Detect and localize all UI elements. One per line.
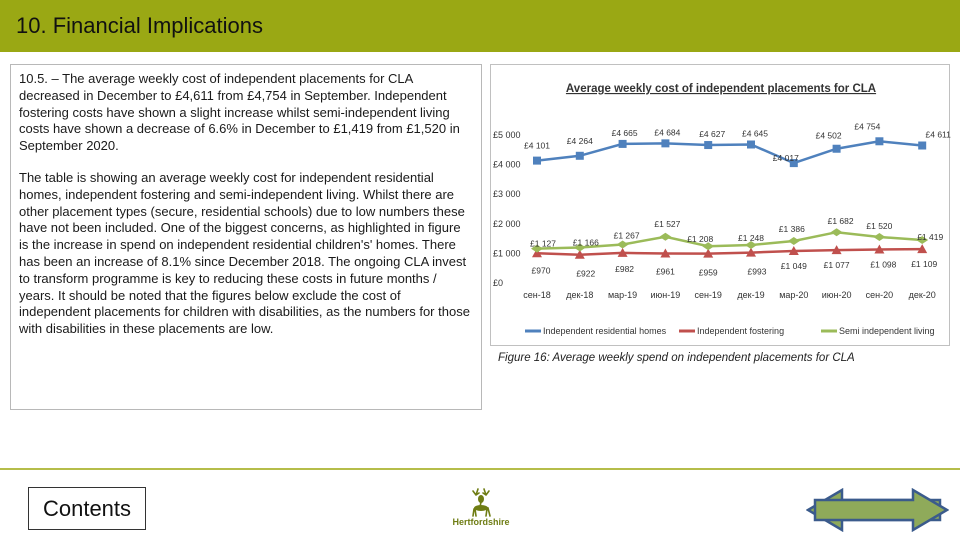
text-panel — [10, 64, 482, 410]
data-label: £959 — [698, 267, 718, 278]
x-tick-label: дек-20 — [908, 290, 936, 300]
data-point — [576, 152, 584, 160]
data-label: £4 665 — [611, 127, 638, 138]
data-point — [659, 233, 671, 241]
y-tick-label: £5 000 — [493, 130, 521, 140]
right-arrow-icon — [815, 490, 947, 530]
data-label: £4 017 — [772, 153, 799, 164]
data-point — [661, 139, 669, 147]
data-label: £4 502 — [815, 130, 842, 141]
x-tick-label: сен-19 — [694, 290, 722, 300]
logo-text: Hertfordshire — [452, 517, 510, 527]
x-tick-label: сен-18 — [523, 290, 551, 300]
data-label: £982 — [615, 263, 635, 274]
data-point — [788, 237, 800, 245]
data-label: £1 419 — [917, 231, 944, 242]
x-tick-label: дек-19 — [737, 290, 765, 300]
data-label: £1 682 — [827, 216, 854, 227]
data-point — [831, 228, 843, 236]
chart-panel — [490, 64, 950, 346]
hertfordshire-logo — [448, 485, 514, 531]
data-label: £4 684 — [654, 127, 681, 138]
x-tick-label: июн-20 — [821, 290, 852, 300]
data-point — [617, 240, 629, 248]
data-label: £970 — [531, 265, 551, 276]
data-point — [875, 137, 883, 145]
data-label: £4 754 — [854, 121, 881, 132]
data-point — [873, 233, 885, 241]
data-label: £1 208 — [687, 234, 714, 245]
y-tick-label: £2 000 — [493, 218, 521, 229]
contents-button[interactable]: Contents — [28, 487, 146, 530]
data-label: £961 — [655, 266, 675, 277]
data-point — [704, 141, 712, 149]
data-label: £4 611 — [925, 129, 951, 140]
figure-caption: Figure 16: Average weekly spend on independent placements for CLA — [498, 352, 855, 364]
data-label: £4 627 — [699, 129, 726, 140]
x-tick-label: дек-18 — [566, 290, 594, 300]
title-bar — [0, 0, 960, 52]
data-label: £993 — [747, 266, 767, 277]
x-tick-label: мар-19 — [607, 290, 638, 300]
data-label: £1 049 — [780, 260, 807, 271]
x-tick-label: мар-20 — [779, 290, 809, 300]
y-tick-label: £4 000 — [493, 159, 521, 170]
data-label: £1 127 — [530, 238, 556, 249]
legend-label: Independent residential homes — [543, 326, 667, 336]
footer-divider — [0, 468, 960, 470]
data-point — [918, 142, 926, 150]
page-title: 10. Financial Implications — [16, 13, 264, 38]
data-point — [619, 140, 627, 148]
data-label: £1 527 — [654, 218, 681, 229]
data-label: £4 264 — [566, 135, 593, 146]
paragraph-summary: 10.5. – The average weekly cost of independent placements for CLA decreased in December to £4,611 from £4,754 in September. Independent fostering costs have shown a slight increase whilst semi-independent living costs have shown a decrease of 6.6% in December to £1,419 from £1,520 in September 2020. — [19, 71, 460, 154]
data-label: £4 645 — [742, 128, 768, 139]
data-label: £1 520 — [866, 221, 893, 232]
data-label: £1 109 — [911, 259, 938, 270]
chart-title: Average weekly cost of independent placements for CLA — [565, 83, 877, 95]
data-label: £1 386 — [778, 223, 805, 234]
data-label: £1 077 — [823, 260, 850, 271]
y-tick-label: £1 000 — [493, 248, 521, 259]
data-label: £1 267 — [613, 230, 640, 241]
y-tick-label: £0 — [493, 278, 504, 288]
legend-label: Independent fostering — [697, 326, 785, 336]
paragraph-detail: The table is showing an average weekly cost for independent residential homes, independent fostering and semi-independent living. Whilst there are other placement types (secure, residential schools) due to low numbers these have not been included. One of the biggest concerns, as highlighted in figure is the increase in spend on independent residential children's' homes. There has been an increase of 8.1% since December 2018. The ongoing CLA invest to transform programme is key to reducing these costs in future months / years. It should be noted that the figures below exclude the cost of independent placements for children with disabilities, as the numbers for those with disabilities in these placements are low. — [19, 169, 470, 337]
line-chart — [491, 65, 951, 347]
data-label: £1 098 — [870, 259, 897, 270]
data-label: £4 101 — [524, 140, 550, 151]
forward-button[interactable] — [813, 488, 949, 532]
data-label: £1 166 — [572, 237, 599, 248]
series-line — [537, 249, 922, 255]
data-label: £1 248 — [738, 233, 764, 244]
data-point — [833, 145, 841, 153]
data-label: £922 — [576, 268, 596, 279]
data-point — [747, 141, 755, 149]
legend-label: Semi independent living — [839, 326, 935, 336]
series-line — [537, 141, 922, 163]
data-point — [533, 157, 541, 165]
x-tick-label: июн-19 — [650, 290, 681, 300]
stag-icon — [448, 485, 514, 519]
y-tick-label: £3 000 — [493, 189, 521, 200]
x-tick-label: сен-20 — [865, 290, 894, 300]
